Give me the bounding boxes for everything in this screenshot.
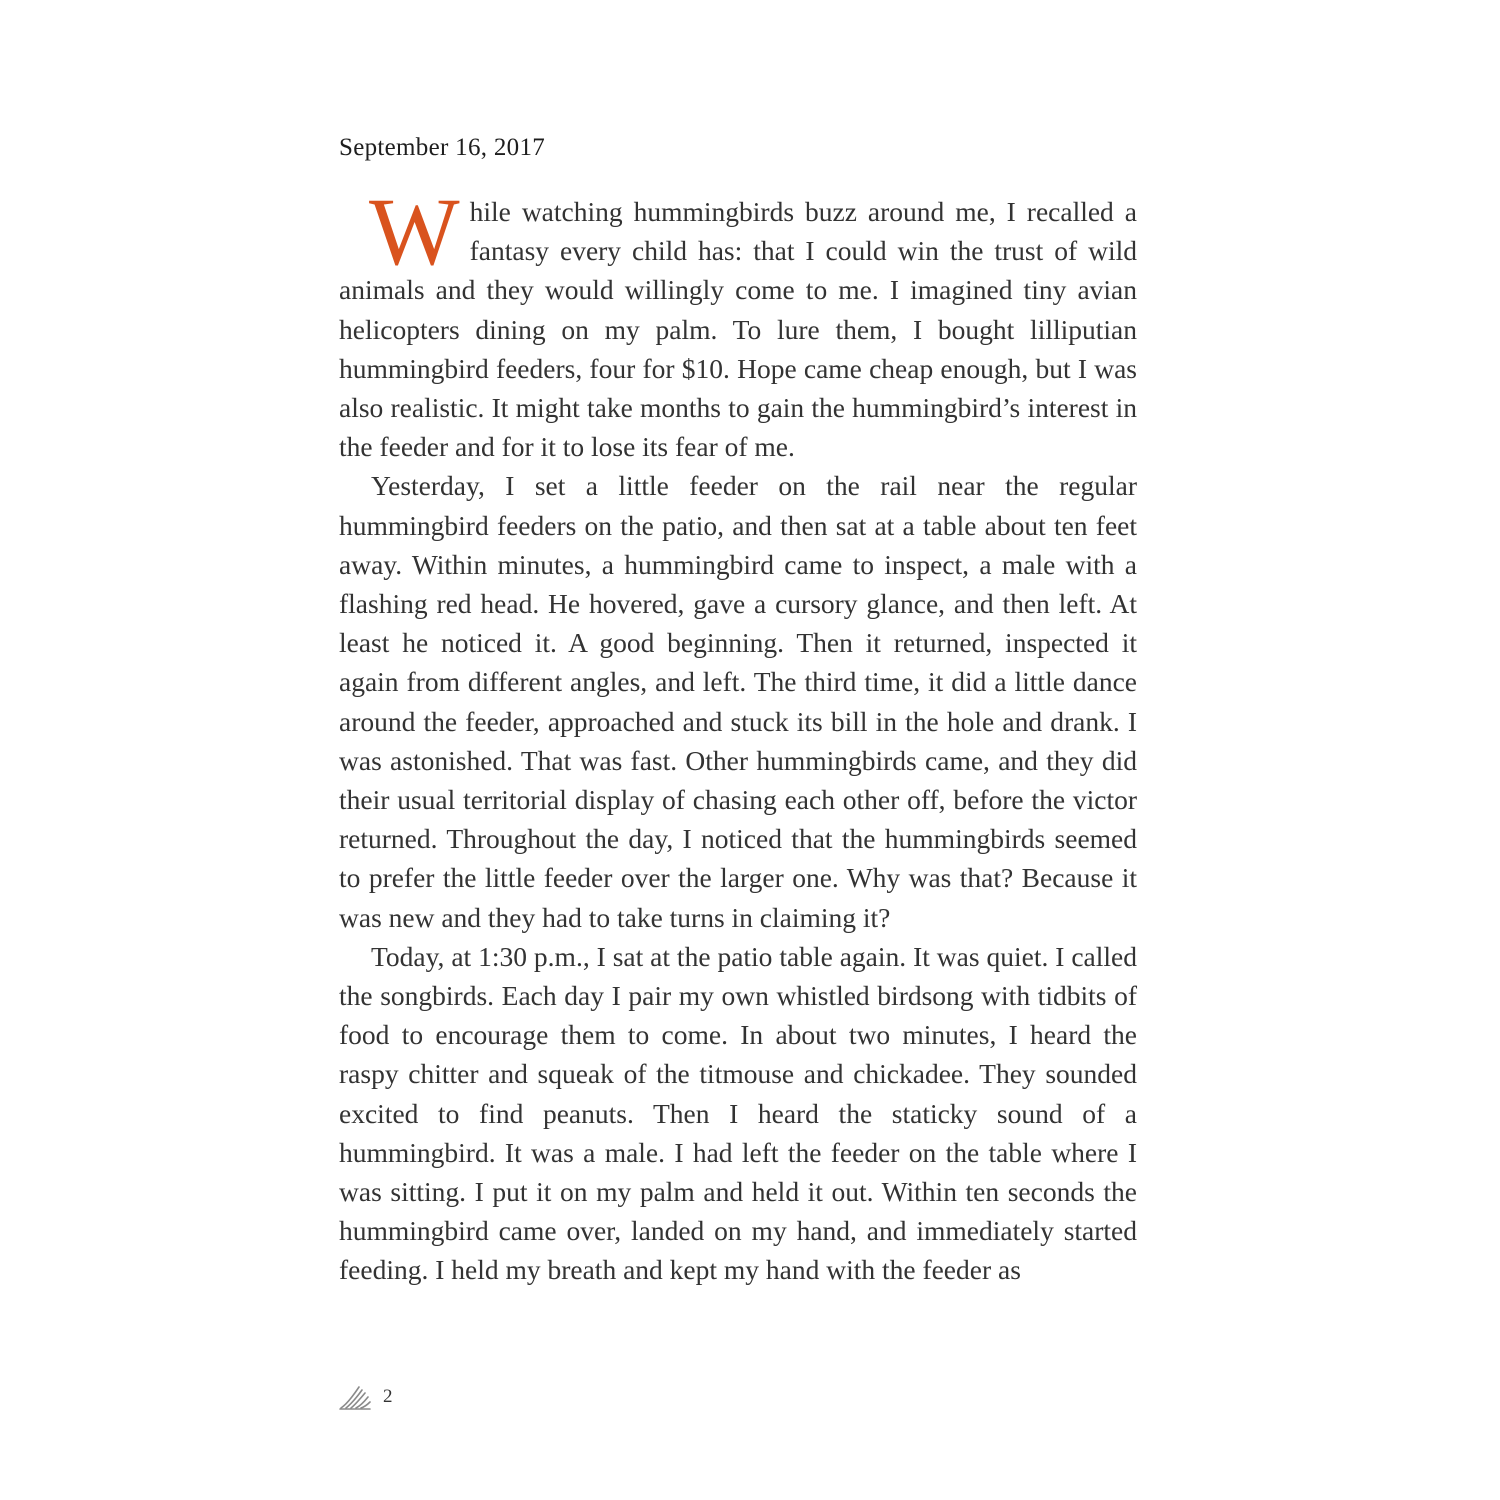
feather-wing-icon xyxy=(339,1384,371,1410)
drop-cap: W xyxy=(369,178,460,285)
paragraph-2: Yesterday, I set a little feeder on the rail near the regular hummingbird feeders on the patio, and then sat at a table about ten feet away. Within minutes, a hummingbird came to inspect, a male with a flashing red head. He hovered, gave a cursory glance, and then left. At least he noticed it. A good beginning. Then it returned, inspected it again from different angles, and left. The third time, it did a little dance around the feeder, approached and stuck its bill in the hole and drank. I was astonished. That was fast. Other hummingbirds came, and they did their usual territorial display of chasing each other off, before the victor returned. Throughout the day, I noticed that the hummingbirds seemed to prefer the little feeder over the larger one. Why was that? Because it was new and they had to take turns in claiming it? xyxy=(339,470,1137,933)
entry-date-heading: September 16, 2017 xyxy=(339,134,546,161)
paragraph-1-text: hile watching hummingbirds buzz around me, I recalled a fantasy every child has: that I could win the trust of wild animals and they would willingly come to me. I imagined tiny avian helicopters dining on my palm. To lure them, I bought lilliputian hummingbird feeders, four for $10. Hope came cheap enough, but I was also realistic. It might take months to gain the hummingbird’s interest in the feeder and for it to lose its fear of me. xyxy=(339,196,1137,463)
paragraph-3: Today, at 1:30 p.m., I sat at the patio table again. It was quiet. I called the songbirds. Each day I pair my own whistled birdsong with tidbits of food to encourage them to come. In about two minutes, I heard the raspy chitter and squeak of the titmouse and chickadee. They sounded excited to find peanuts. Then I heard the staticky sound of a hummingbird. It was a male. I had left the feeder on the table where I was sitting. I put it on my palm and held it out. Within ten seconds the hummingbird came over, landed on my hand, and immediately started feeding. I held my breath and kept my hand with the feeder as xyxy=(339,940,1137,1286)
paragraph-1 xyxy=(339,178,1137,466)
entry-body xyxy=(339,178,1137,1290)
page-footer xyxy=(339,1382,393,1412)
page-number: 2 xyxy=(383,1386,393,1407)
book-page xyxy=(339,128,1137,1290)
